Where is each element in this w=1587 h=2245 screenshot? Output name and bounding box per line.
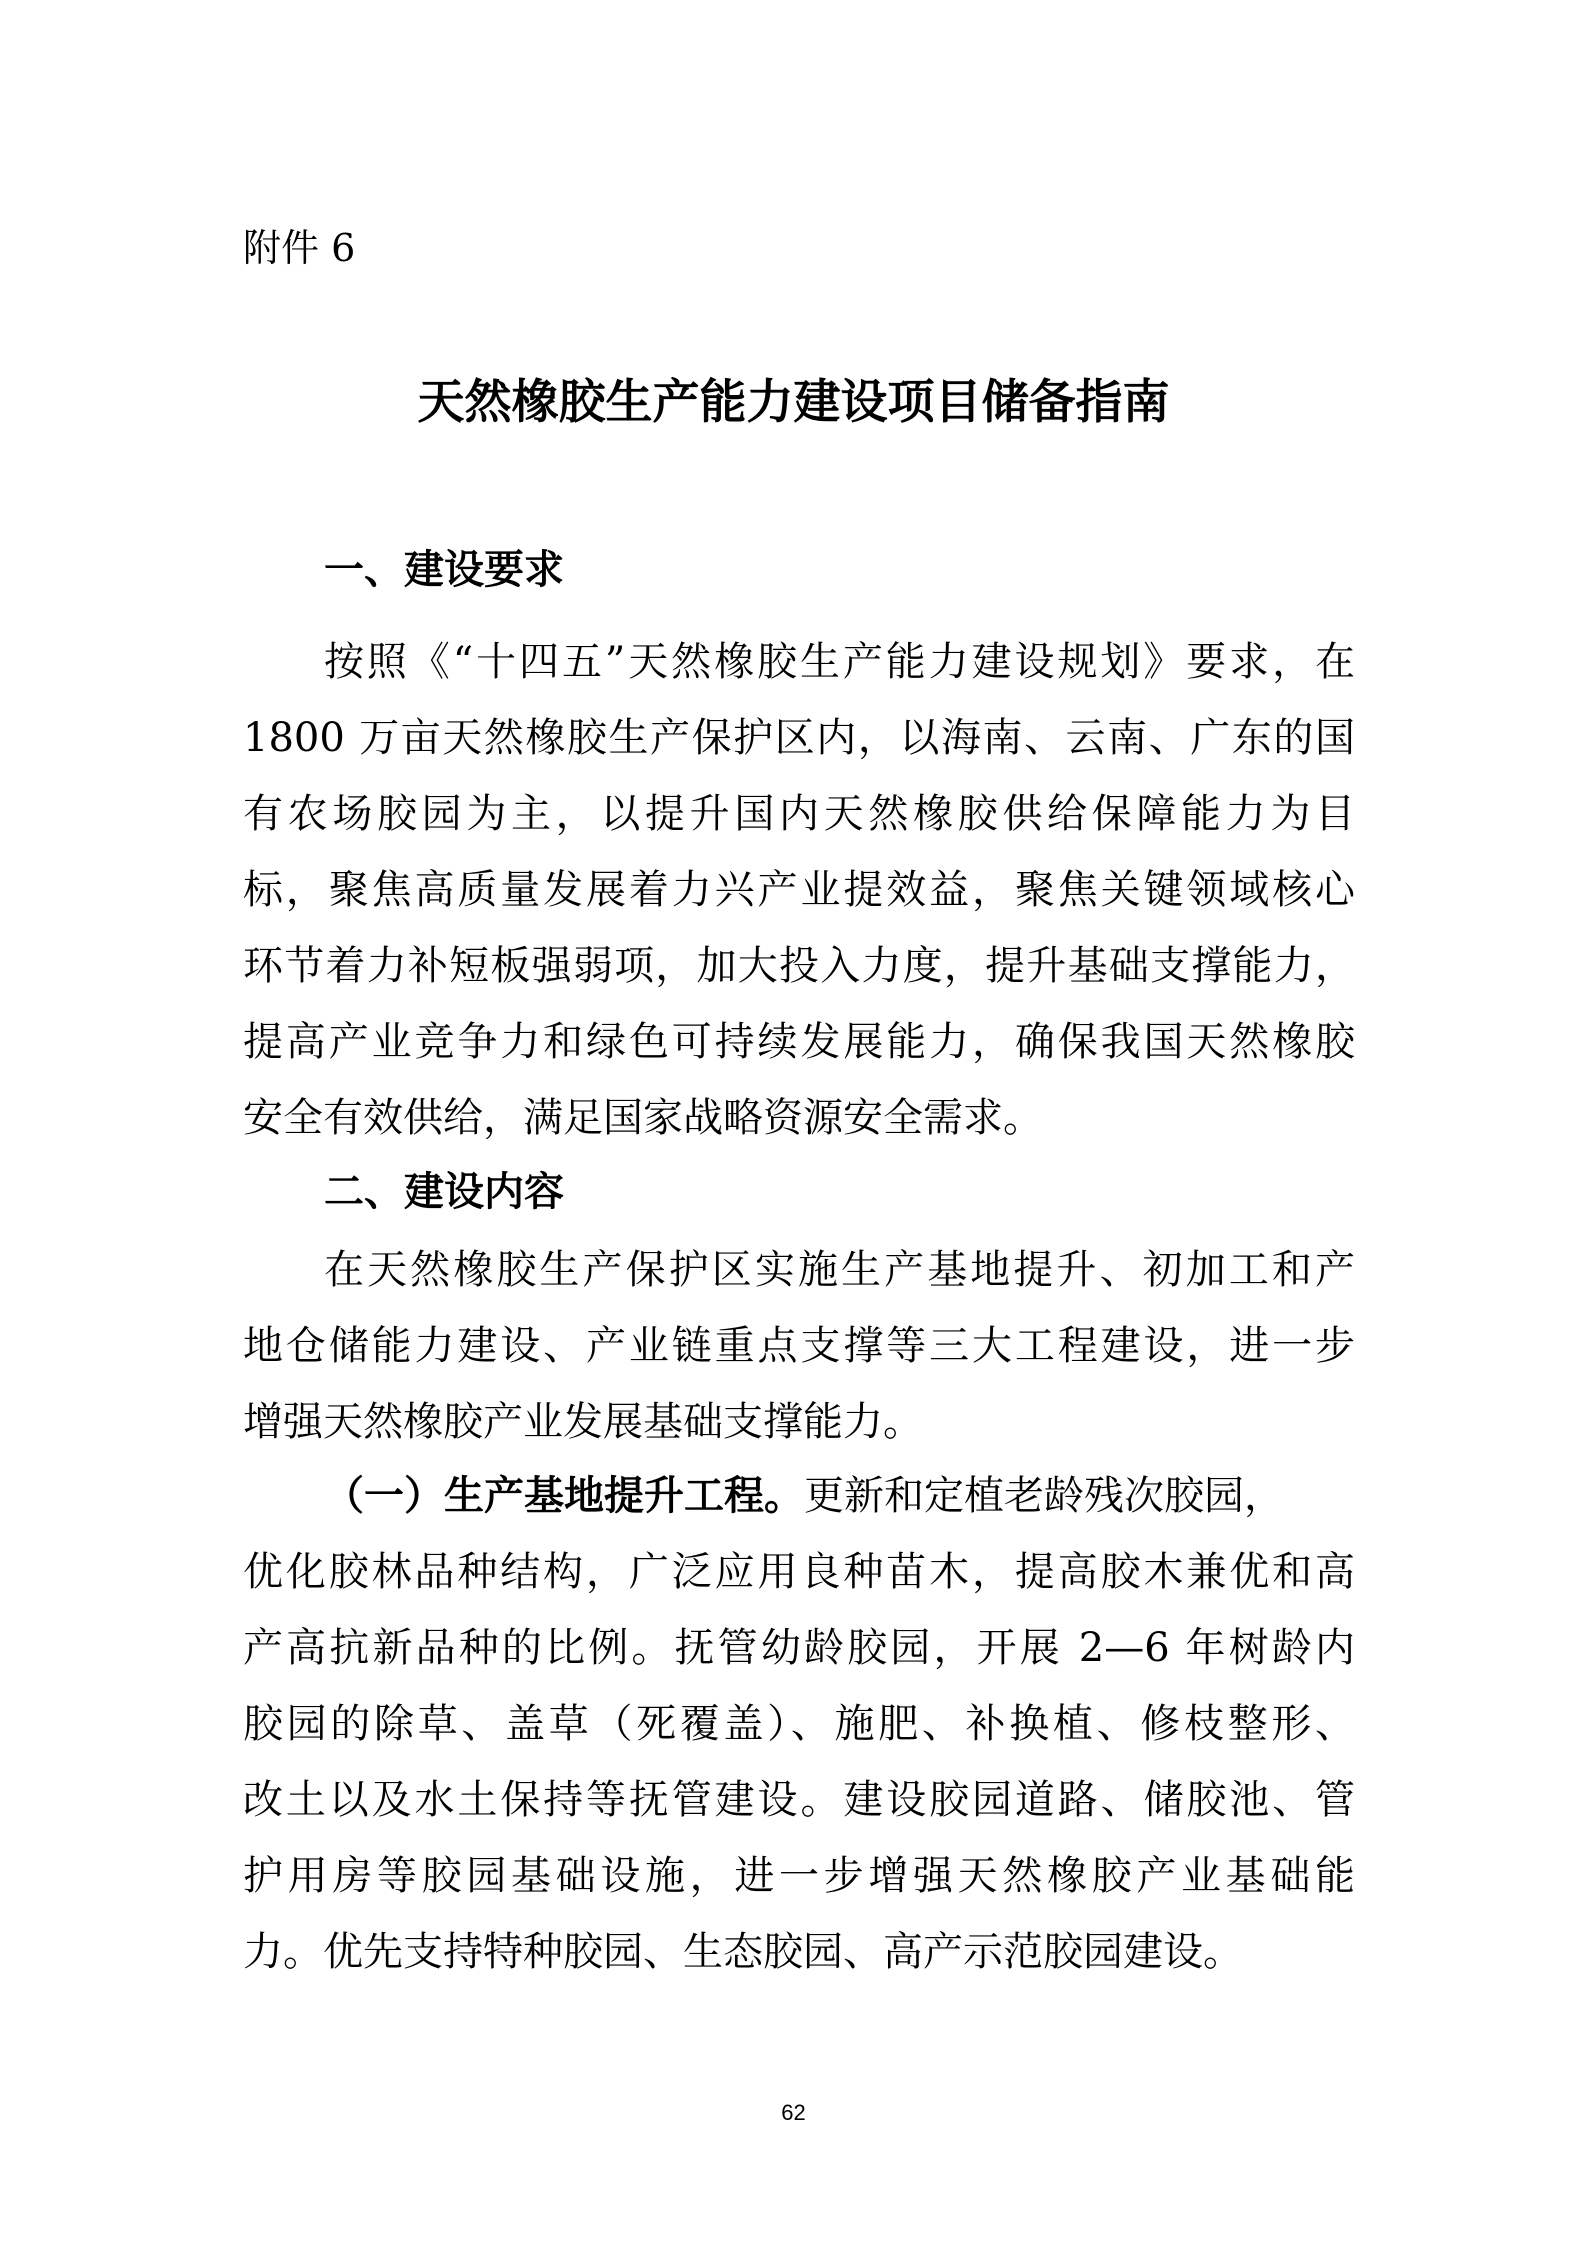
subsection-heading: （一）生产基地提升工程。 xyxy=(324,1472,804,1519)
paragraph-line: 标，聚焦高质量发展着力兴产业提效益，聚焦关键领域核心 xyxy=(243,867,1355,913)
page-number: 62 xyxy=(781,2100,806,2125)
paragraph-line: 地仓储能力建设、产业链重点支撑等三大工程建设，进一步 xyxy=(243,1323,1355,1369)
paragraph-line: 改土以及水土保持等抚管建设。建设胶园道路、储胶池、管 xyxy=(243,1777,1355,1823)
paragraph-line: 有农场胶园为主，以提升国内天然橡胶供给保障能力为目 xyxy=(243,791,1355,837)
subsection-first-line xyxy=(324,1466,1355,1526)
paragraph-line: 安全有效供给，满足国家战略资源安全需求。 xyxy=(243,1095,1043,1141)
paragraph-line: 护用房等胶园基础设施，进一步增强天然橡胶产业基础能 xyxy=(243,1853,1355,1899)
paragraph-fragment: 更新和定植老龄残次胶园， xyxy=(804,1473,1284,1519)
paragraph-line: 增强天然橡胶产业发展基础支撑能力。 xyxy=(243,1399,923,1445)
attachment-label: 附件 6 xyxy=(243,226,356,270)
paragraph-line: 环节着力补短板强弱项，加大投入力度，提升基础支撑能力， xyxy=(243,943,1355,989)
paragraph-line: 胶园的除草、盖草（死覆盖）、施肥、补换植、修枝整形、 xyxy=(243,1701,1355,1747)
document-title: 天然橡胶生产能力建设项目储备指南 xyxy=(417,375,1170,430)
paragraph-line: 产高抗新品种的比例。抚管幼龄胶园，开展 2—6 年树龄内 xyxy=(243,1625,1355,1671)
paragraph-line: 力。优先支持特种胶园、生态胶园、高产示范胶园建设。 xyxy=(243,1929,1243,1975)
paragraph-line: 提高产业竞争力和绿色可持续发展能力，确保我国天然橡胶 xyxy=(243,1019,1355,1065)
paragraph-line: 按照《“十四五”天然橡胶生产能力建设规划》要求，在 xyxy=(324,639,1355,685)
paragraph-line: 优化胶林品种结构，广泛应用良种苗木，提高胶木兼优和高 xyxy=(243,1549,1355,1595)
paragraph-line: 1800 万亩天然橡胶生产保护区内，以海南、云南、广东的国 xyxy=(243,715,1355,761)
paragraph-line: 在天然橡胶生产保护区实施生产基地提升、初加工和产 xyxy=(324,1247,1355,1293)
section-heading-content: 二、建设内容 xyxy=(324,1169,564,1215)
section-heading-requirements: 一、建设要求 xyxy=(324,547,564,593)
